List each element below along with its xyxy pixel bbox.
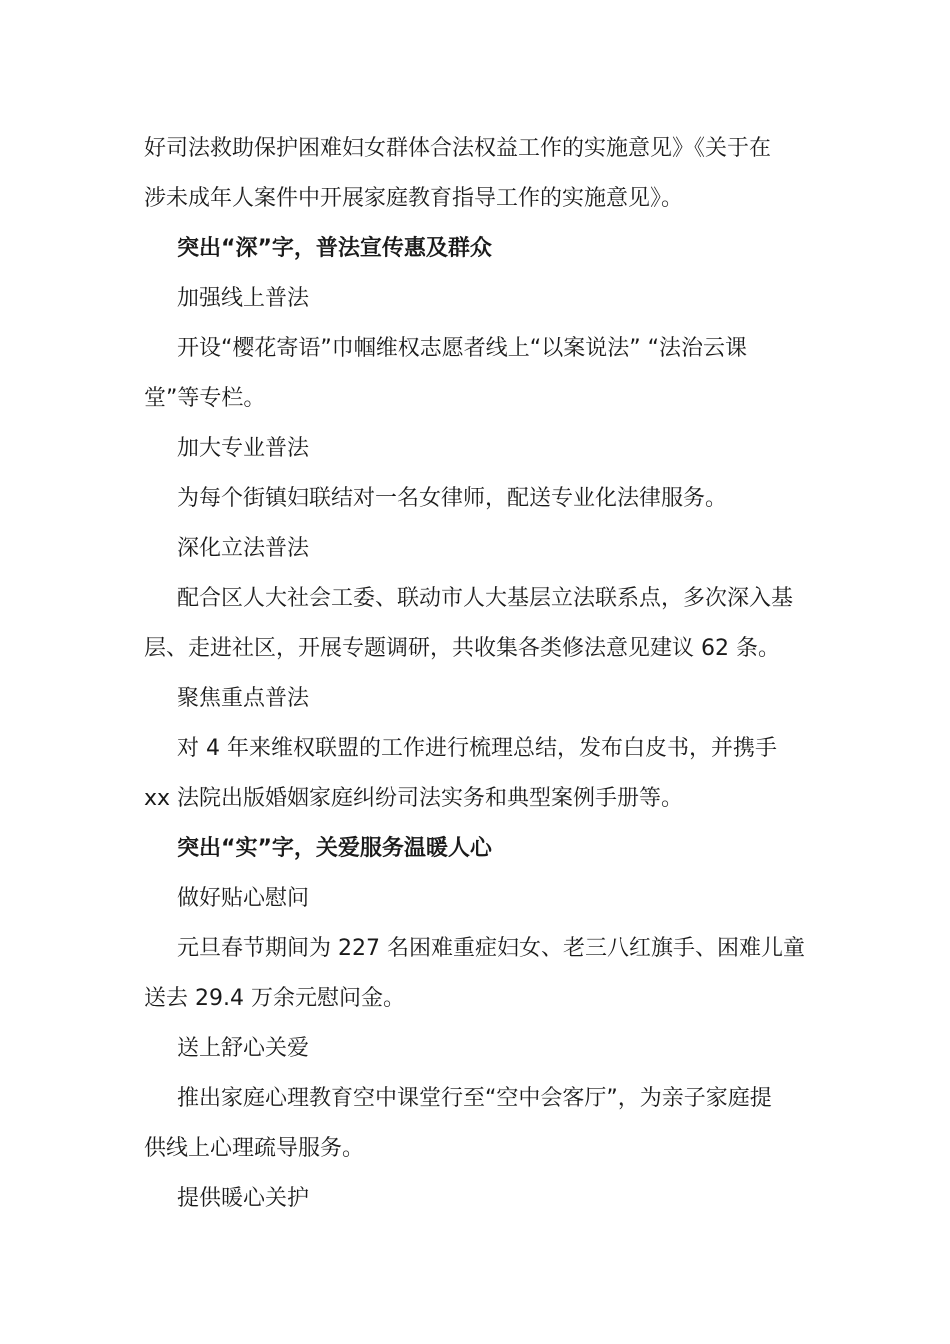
subsection-heading: 提供暖心关护	[177, 1186, 310, 1211]
body-text-line: 为每个街镇妇联结对一名女律师，配送专业化法律服务。	[177, 486, 728, 511]
body-text-line: 推出家庭心理教育空中课堂行至“空中会客厅”，为亲子家庭提	[177, 1086, 772, 1111]
subsection-heading: 加强线上普法	[177, 286, 310, 311]
body-text-line: 元旦春节期间为 227 名困难重症妇女、老三八红旗手、困难儿童	[177, 936, 805, 961]
subsection-heading: 送上舒心关爱	[177, 1036, 310, 1061]
section-heading: 突出“实”字，关爱服务温暖人心	[177, 836, 492, 861]
document-body	[144, 124, 812, 1224]
body-text-line: 涉未成年人案件中开展家庭教育指导工作的实施意见》。	[144, 186, 684, 211]
body-text-line: 供线上心理疏导服务。	[144, 1136, 365, 1161]
body-text-line: 送去 29.4 万余元慰问金。	[144, 986, 405, 1011]
subsection-heading: 做好贴心慰问	[177, 886, 310, 911]
body-text-line: 好司法救助保护困难妇女群体合法权益工作的实施意见》《关于在	[144, 136, 772, 161]
section-heading: 突出“深”字，普法宣传惠及群众	[177, 236, 492, 261]
body-text-line: 配合区人大社会工委、联动市人大基层立法联系点，多次深入基	[177, 586, 794, 611]
body-text-line: 对 4 年来维权联盟的工作进行梳理总结，发布白皮书，并携手	[177, 736, 777, 761]
subsection-heading: 加大专业普法	[177, 436, 310, 461]
subsection-heading: 聚焦重点普法	[177, 686, 310, 711]
body-text-line: 开设“樱花寄语”巾帼维权志愿者线上“以案说法” “法治云课	[177, 336, 747, 361]
body-text-line: 层、走进社区，开展专题调研，共收集各类修法意见建议 62 条。	[144, 636, 780, 661]
body-text-line: xx 法院出版婚姻家庭纠纷司法实务和典型案例手册等。	[144, 786, 684, 811]
body-text-line: 堂”等专栏。	[144, 386, 266, 411]
subsection-heading: 深化立法普法	[177, 536, 310, 561]
